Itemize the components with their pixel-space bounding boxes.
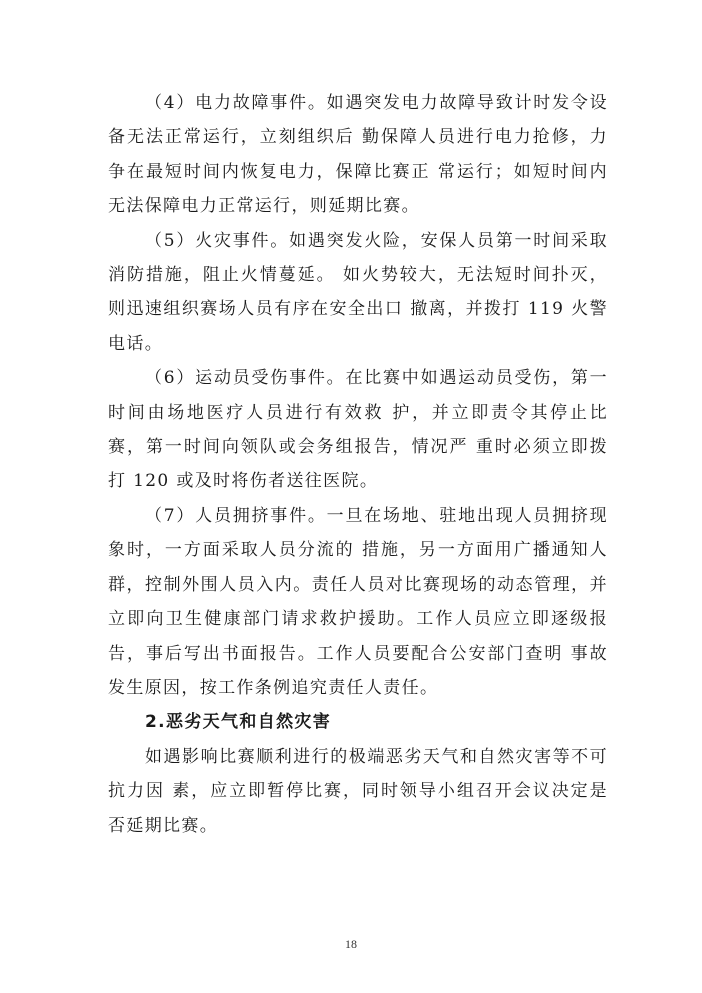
- paragraph-power-failure: （4）电力故障事件。如遇突发电力故障导致计时发令设备无法正常运行，立刻组织后 勤保障人员进行电力抢修，力争在最短时间内恢复电力，保障比赛正 常运行；如短时间内无法保障电力正常运行，则延期比赛。: [108, 93, 608, 217]
- paragraph-crowding-incident: （7）人员拥挤事件。一旦在场地、驻地出现人员拥挤现象时，一方面采取人员分流的 措施，另一方面用广播通知人群，控制外围人员入内。责任人员对比赛现场的动态管理，并立即向卫生健康部门请求救护援助。工作人员应立即逐级报告，事后写出书面报告。工作人员要配合公安部门查明 事故发生原因，按工作条例追究责任人责任。: [108, 505, 608, 698]
- paragraph-fire-incident: （5）火灾事件。如遇突发火险，安保人员第一时间采取消防措施，阻止火情蔓延。 如火势较大，无法短时间扑灭，则迅速组织赛场人员有序在安全出口 撤离，并拨打 119 火警电话。: [108, 230, 608, 354]
- page-number: 18: [345, 937, 357, 951]
- document-body: [108, 86, 608, 843]
- paragraph-weather-disaster: 如遇影响比赛顺利进行的极端恶劣天气和自然灾害等不可抗力因 素，应立即暂停比赛，同时领导小组召开会议决定是否延期比赛。: [108, 746, 608, 836]
- section-heading-weather: 2.恶劣天气和自然灾害: [145, 712, 332, 733]
- paragraph-athlete-injury: （6）运动员受伤事件。在比赛中如遇运动员受伤，第一时间由场地医疗人员进行有效救 护，并立即责令其停止比赛，第一时间向领队或会务组报告，情况严 重时必须立即拨打 120 或及时将伤者送往医院。: [108, 368, 608, 492]
